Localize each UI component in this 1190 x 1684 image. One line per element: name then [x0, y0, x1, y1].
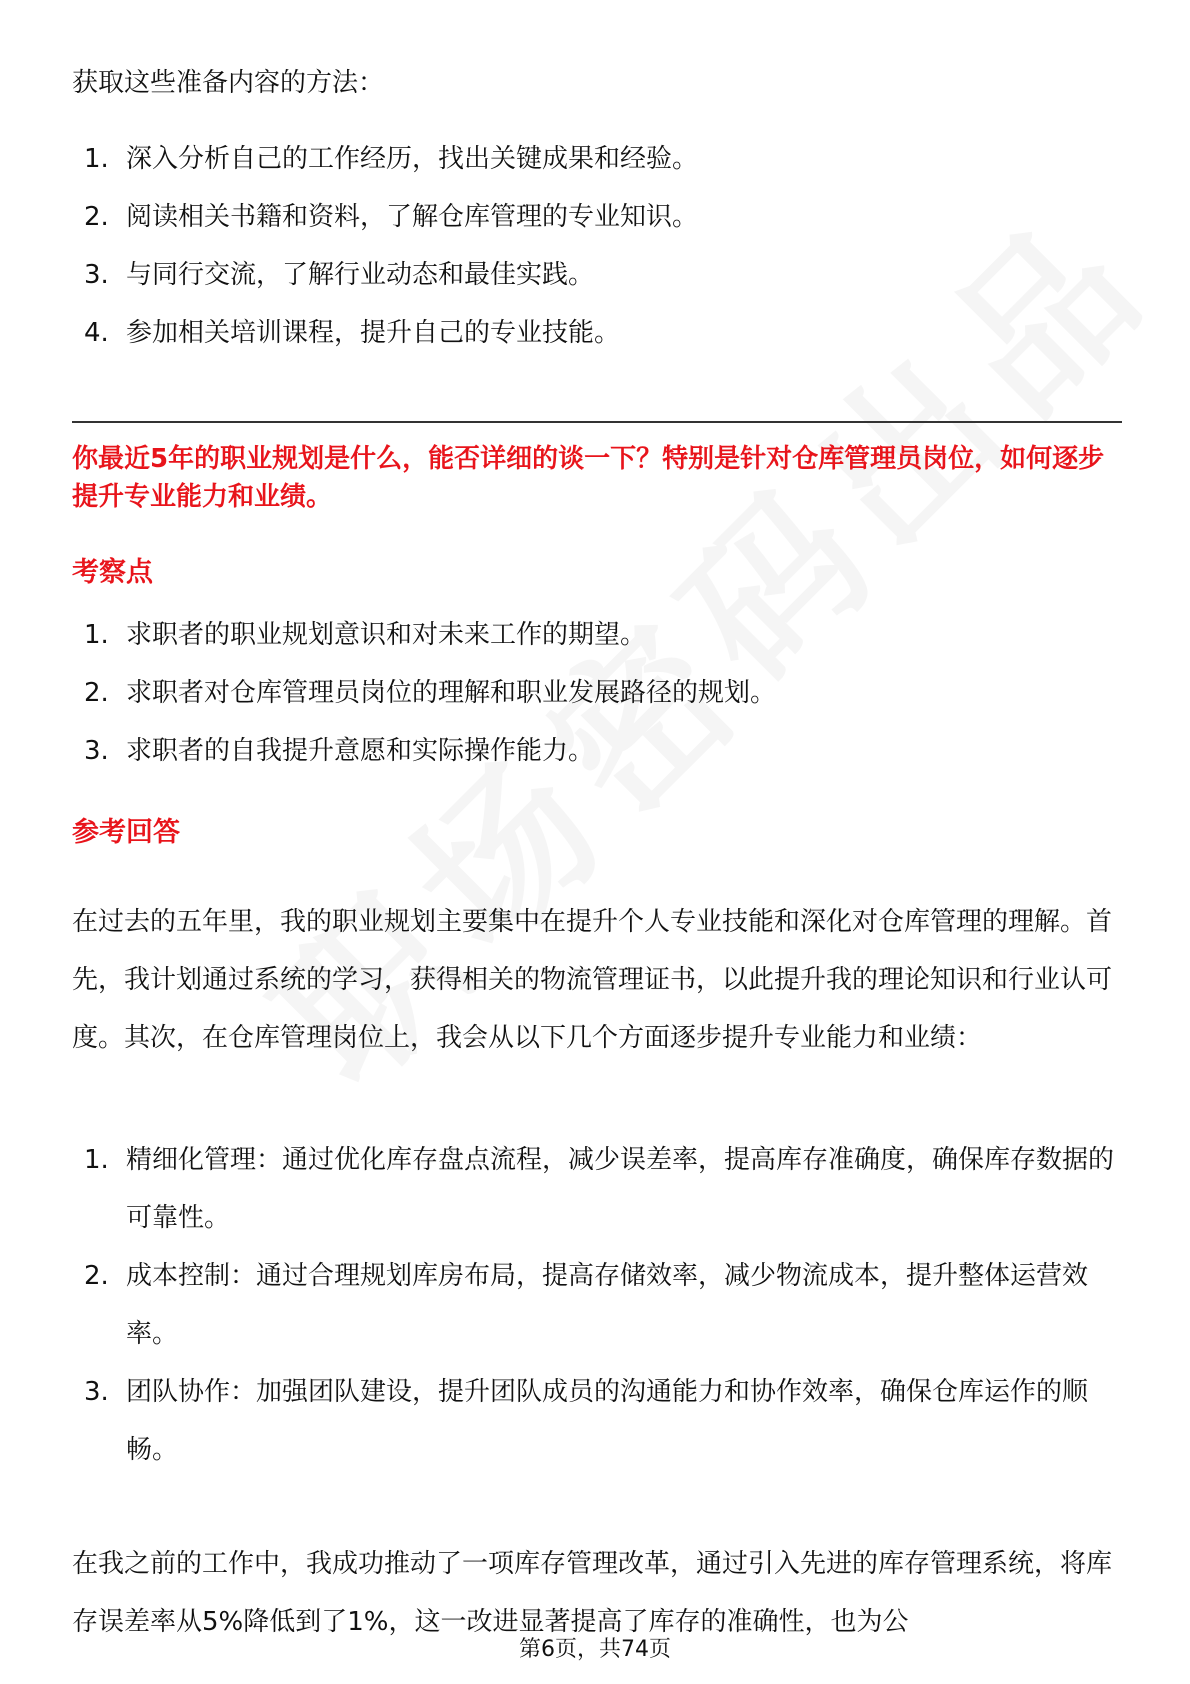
- list-item: 3. 求职者的自我提升意愿和实际操作能力。: [84, 736, 595, 766]
- list-item: 1. 精细化管理：通过优化库存盘点流程，减少误差率，提高库存准确度，确保库存数据的可靠性。: [84, 1145, 1115, 1233]
- answer-paragraph-2: 在我之前的工作中，我成功推动了一项库存管理改革，通过引入先进的库存管理系统，将库存误差率从5%降低到了1%，这一改进显著提高了库存的准确性，也为公: [72, 1549, 1113, 1637]
- answer-paragraph-1: 在过去的五年里，我的职业规划主要集中在提升个人专业技能和深化对仓库管理的理解。首先，我计划通过系统的学习，获得相关的物流管理证书，以此提升我的理论知识和行业认可度。其次，在仓库管理岗位上，我会从以下几个方面逐步提升专业能力和业绩：: [72, 907, 1113, 1053]
- list-item: 1. 求职者的职业规划意识和对未来工作的期望。: [84, 620, 647, 650]
- list-item: 2. 阅读相关书籍和资料，了解仓库管理的专业知识。: [84, 202, 699, 232]
- question-heading: 你最近5年的职业规划是什么，能否详细的谈一下？特别是针对仓库管理员岗位，如何逐步提升专业能力和业绩。: [72, 444, 1105, 512]
- list-item: 4. 参加相关培训课程，提升自己的专业技能。: [84, 318, 621, 348]
- list-item: 2. 求职者对仓库管理员岗位的理解和职业发展路径的规划。: [84, 678, 777, 708]
- page-number: 第6页，共74页: [519, 1637, 671, 1662]
- check-points-list: [72, 606, 1122, 780]
- check-points-title: 考察点: [72, 557, 153, 588]
- section-divider: [72, 421, 1122, 423]
- list-item: 3. 团队协作：加强团队建设，提升团队成员的沟通能力和协作效率，确保仓库运作的顺畅。: [84, 1377, 1089, 1465]
- intro-text: 获取这些准备内容的方法：: [72, 68, 385, 98]
- methods-list: [72, 130, 1122, 362]
- list-item: 3. 与同行交流，了解行业动态和最佳实践。: [84, 260, 595, 290]
- answer-points-list: [72, 1131, 1122, 1479]
- list-item: 1. 深入分析自己的工作经历，找出关键成果和经验。: [84, 144, 699, 174]
- answer-title: 参考回答: [72, 817, 180, 848]
- list-item: 2. 成本控制：通过合理规划库房布局，提高存储效率，减少物流成本，提升整体运营效率。: [84, 1261, 1089, 1349]
